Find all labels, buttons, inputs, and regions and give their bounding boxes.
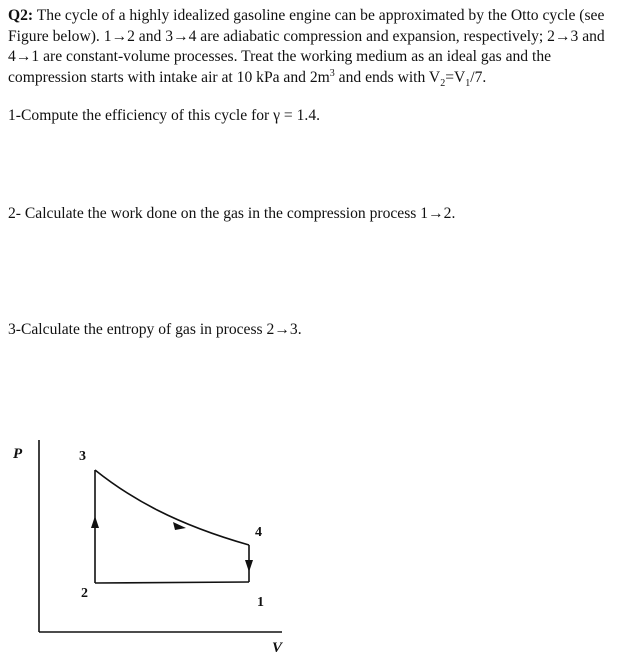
p-axis-label: P xyxy=(13,446,23,462)
superscript-3: 3 xyxy=(329,67,335,79)
point-2-label: 2 xyxy=(81,586,88,601)
subscript-1: 1 xyxy=(465,77,471,89)
point-3-label: 3 xyxy=(79,449,86,464)
point-1-label: 1 xyxy=(257,595,264,610)
process-1-2-line xyxy=(95,582,249,583)
part-2-work: 2- Calculate the work done on the gas in the compression process 1→2. xyxy=(8,205,456,222)
part-3-entropy: 3-Calculate the entropy of gas in process 2→3. xyxy=(8,321,302,338)
point-4-label: 4 xyxy=(255,525,262,540)
part-1-efficiency: 1-Compute the efficiency of this cycle for γ = 1.4. xyxy=(8,107,321,124)
process-3-4-curve xyxy=(95,470,249,545)
question-tag: Q2: xyxy=(8,7,34,24)
pv-diagram xyxy=(0,436,300,659)
question-statement xyxy=(8,6,632,88)
v-axis-label: V xyxy=(272,640,283,656)
arrow-up-icon xyxy=(91,516,99,528)
question-text-d: /7. xyxy=(470,68,487,86)
question-text-a: The cycle of a highly idealized gasoline engine can be approximated by the Otto cycle (see Figure below). 1→2 and 3→4 are adiabatic compression and expansion, respectively; 2→3 and 4→1 are constant-volume processes. Treat the working medium as an ideal gas and the compression starts with intake air at 10 kPa and 2m xyxy=(8,7,605,86)
arrow-down-icon xyxy=(245,560,253,572)
question-text-b: and ends with V xyxy=(334,68,441,86)
otto-cycle-figure xyxy=(0,436,300,659)
question-text-c: =V xyxy=(445,68,466,86)
subscript-2: 2 xyxy=(440,77,446,89)
